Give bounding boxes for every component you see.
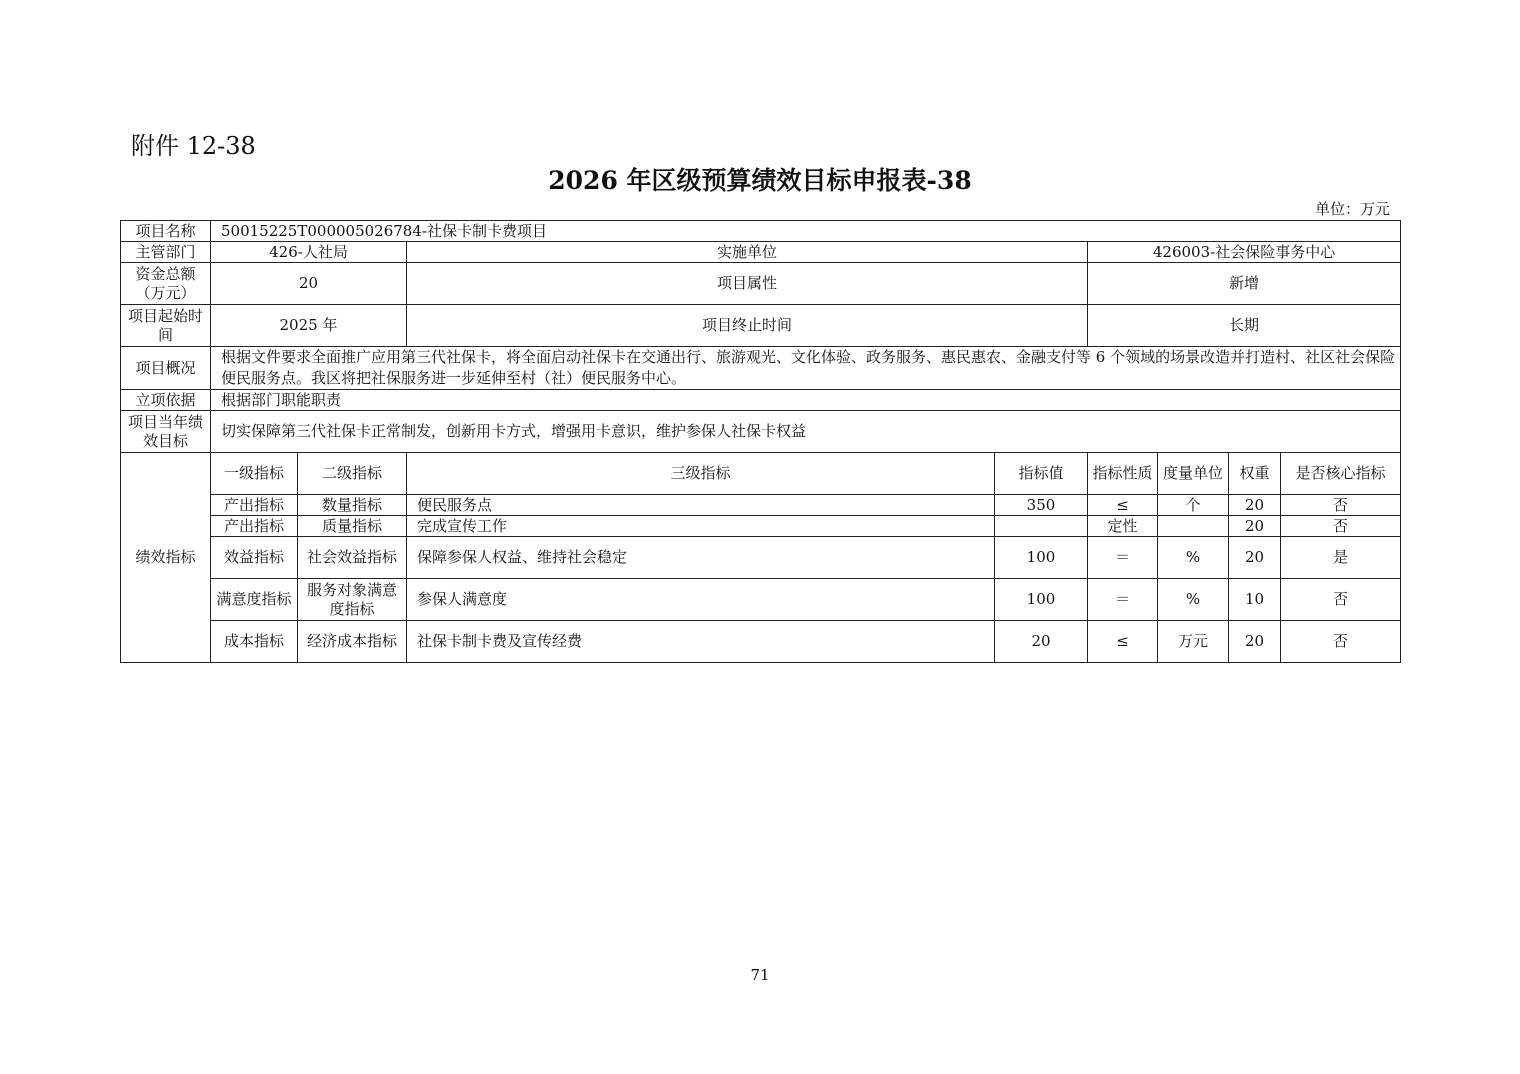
goal-label: 项目当年绩效目标 xyxy=(121,411,211,453)
indicator-header-row xyxy=(121,453,1401,495)
indicator-weight: 20 xyxy=(1229,495,1281,516)
header-level3: 三级指标 xyxy=(407,453,995,495)
table-row xyxy=(121,621,1401,663)
indicator-unit xyxy=(1158,516,1229,537)
indicator-value: 20 xyxy=(995,621,1088,663)
row-goal xyxy=(121,411,1401,453)
row-fund xyxy=(121,263,1401,305)
indicator-value: 350 xyxy=(995,495,1088,516)
indicator-nature: ≤ xyxy=(1088,495,1158,516)
performance-target-table xyxy=(120,220,1401,663)
header-level2: 二级指标 xyxy=(298,453,407,495)
header-core: 是否核心指标 xyxy=(1281,453,1401,495)
goal-value: 切实保障第三代社保卡正常制发，创新用卡方式，增强用卡意识，维护参保人社保卡权益 xyxy=(211,411,1401,453)
fund-total-label: 资金总额（万元） xyxy=(121,263,211,305)
header-unit: 度量单位 xyxy=(1158,453,1229,495)
header-value: 指标值 xyxy=(995,453,1088,495)
indicator-level1: 产出指标 xyxy=(211,495,298,516)
indicator-level2: 服务对象满意度指标 xyxy=(298,579,407,621)
indicator-core: 否 xyxy=(1281,516,1401,537)
indicator-level2: 质量指标 xyxy=(298,516,407,537)
header-weight: 权重 xyxy=(1229,453,1281,495)
indicator-unit: 万元 xyxy=(1158,621,1229,663)
page-title: 2026 年区级预算绩效目标申报表-38 xyxy=(548,166,972,195)
indicator-level2: 经济成本指标 xyxy=(298,621,407,663)
indicator-weight: 20 xyxy=(1229,516,1281,537)
fund-total-value: 20 xyxy=(211,263,407,305)
indicator-level3: 参保人满意度 xyxy=(407,579,995,621)
indicator-weight: 20 xyxy=(1229,621,1281,663)
basis-label: 立项依据 xyxy=(121,390,211,411)
start-time-value: 2025 年 xyxy=(211,305,407,347)
indicator-value: 100 xyxy=(995,579,1088,621)
start-time-label: 项目起始时间 xyxy=(121,305,211,347)
indicator-level3: 保障参保人权益、维持社会稳定 xyxy=(407,537,995,579)
indicator-value: 100 xyxy=(995,537,1088,579)
indicators-section-label: 绩效指标 xyxy=(121,453,211,663)
table-row xyxy=(121,495,1401,516)
row-project-name xyxy=(121,221,1401,242)
indicator-weight: 20 xyxy=(1229,537,1281,579)
indicator-level3: 社保卡制卡费及宣传经费 xyxy=(407,621,995,663)
indicator-unit: % xyxy=(1158,579,1229,621)
unit-label: 单位：万元 xyxy=(1314,200,1390,218)
indicator-level3: 完成宣传工作 xyxy=(407,516,995,537)
overview-label: 项目概况 xyxy=(121,347,211,390)
indicator-unit: 个 xyxy=(1158,495,1229,516)
indicator-nature: ≤ xyxy=(1088,621,1158,663)
indicator-nature: 定性 xyxy=(1088,516,1158,537)
department-value: 426-人社局 xyxy=(211,242,407,263)
indicator-value xyxy=(995,516,1088,537)
page-number: 71 xyxy=(750,966,770,984)
end-time-value: 长期 xyxy=(1088,305,1401,347)
attachment-label: 附件 12-38 xyxy=(131,132,256,160)
indicator-level1: 成本指标 xyxy=(211,621,298,663)
table-row xyxy=(121,579,1401,621)
department-label: 主管部门 xyxy=(121,242,211,263)
indicator-core: 否 xyxy=(1281,495,1401,516)
indicator-unit: % xyxy=(1158,537,1229,579)
row-period xyxy=(121,305,1401,347)
table-row xyxy=(121,516,1401,537)
indicator-level2: 社会效益指标 xyxy=(298,537,407,579)
row-department xyxy=(121,242,1401,263)
implementing-unit-label: 实施单位 xyxy=(407,242,1088,263)
indicator-nature: ＝ xyxy=(1088,537,1158,579)
indicator-level1: 效益指标 xyxy=(211,537,298,579)
header-level1: 一级指标 xyxy=(211,453,298,495)
implementing-unit-value: 426003-社会保险事务中心 xyxy=(1088,242,1401,263)
overview-value: 根据文件要求全面推广应用第三代社保卡，将全面启动社保卡在交通出行、旅游观光、文化体验、政务服务、惠民惠农、金融支付等 6 个领域的场景改造并打造村、社区社会保险便民服务点。我区将把社保服务进一步延伸至村（社）便民服务中心。 xyxy=(211,347,1401,390)
indicator-nature: ＝ xyxy=(1088,579,1158,621)
row-basis xyxy=(121,390,1401,411)
indicator-core: 是 xyxy=(1281,537,1401,579)
table-row xyxy=(121,537,1401,579)
indicator-core: 否 xyxy=(1281,579,1401,621)
indicator-level1: 产出指标 xyxy=(211,516,298,537)
project-name-label: 项目名称 xyxy=(121,221,211,242)
end-time-label: 项目终止时间 xyxy=(407,305,1088,347)
project-attribute-value: 新增 xyxy=(1088,263,1401,305)
project-name-value: 50015225T000005026784-社保卡制卡费项目 xyxy=(211,221,1401,242)
row-overview xyxy=(121,347,1401,390)
indicator-level3: 便民服务点 xyxy=(407,495,995,516)
header-nature: 指标性质 xyxy=(1088,453,1158,495)
basis-value: 根据部门职能职责 xyxy=(211,390,1401,411)
project-attribute-label: 项目属性 xyxy=(407,263,1088,305)
indicator-weight: 10 xyxy=(1229,579,1281,621)
indicator-core: 否 xyxy=(1281,621,1401,663)
indicator-level1: 满意度指标 xyxy=(211,579,298,621)
indicator-level2: 数量指标 xyxy=(298,495,407,516)
